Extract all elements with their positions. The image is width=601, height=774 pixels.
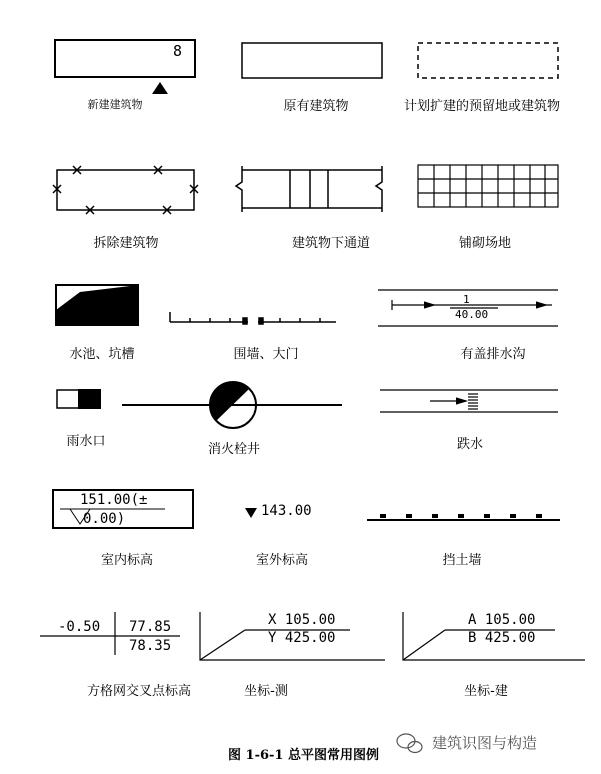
demolished-building-label: 拆除建筑物	[93, 236, 159, 251]
new-building-entrance-marker	[152, 82, 168, 94]
grid-intersection-left-value: -0.50	[58, 619, 101, 635]
demolished-building-symbol	[53, 166, 198, 214]
pool-pit-label: 水池、坑槽	[69, 347, 135, 362]
paved-area-label: 铺砌场地	[458, 236, 512, 251]
wall-gate-label: 围墙、大门	[233, 347, 299, 362]
survey-coordinate-label: 坐标-测	[244, 684, 288, 699]
drop-symbol	[380, 390, 558, 412]
fire-hydrant-well-label: 消火栓井	[207, 442, 261, 457]
retaining-wall-symbol	[367, 514, 560, 520]
existing-building-symbol	[242, 43, 382, 78]
watermark-wechat-icon	[397, 734, 422, 753]
planned-building-symbol	[418, 43, 558, 78]
indoor-elevation-value-line1: 151.00(±	[80, 492, 148, 508]
rain-inlet-symbol	[57, 390, 100, 408]
existing-building-label: 原有建筑物	[283, 99, 349, 114]
new-building-floor-count: 8	[173, 42, 183, 60]
survey-coordinate-line1: X 105.00	[268, 612, 336, 628]
covered-ditch-length: 40.00	[455, 308, 489, 321]
retaining-wall-label: 挡土墙	[442, 553, 482, 568]
pool-pit-symbol	[56, 285, 138, 325]
watermark-text: 建筑识图与构造	[432, 734, 538, 752]
building-coordinate-label: 坐标-建	[464, 684, 508, 699]
grid-intersection-top-right-value: 77.85	[129, 619, 172, 635]
indoor-elevation-label: 室内标高	[100, 553, 154, 568]
grid-intersection-label: 方格网交叉点标高	[86, 684, 192, 699]
underpass-symbol	[236, 166, 382, 212]
planned-building-label: 计划扩建的预留地或建筑物	[403, 99, 561, 114]
survey-coordinate-line2: Y 425.00	[268, 630, 336, 646]
covered-ditch-slope: 1	[463, 293, 470, 306]
covered-ditch-label: 有盖排水沟	[460, 347, 526, 362]
outdoor-elevation-label: 室外标高	[255, 553, 309, 568]
indoor-elevation-value-line2: 0.00)	[83, 511, 126, 527]
new-building-label: 新建建筑物	[87, 98, 143, 111]
drop-label: 跌水	[456, 437, 484, 452]
paved-area-symbol	[418, 165, 558, 207]
underpass-label: 建筑物下通道	[291, 236, 371, 251]
wall-gate-symbol	[170, 312, 336, 324]
rain-inlet-label: 雨水口	[66, 434, 106, 449]
fire-hydrant-well-symbol	[122, 382, 342, 428]
grid-intersection-bottom-right-value: 78.35	[129, 638, 172, 654]
figure-caption: 图 1-6-1 总平图常用图例	[228, 748, 379, 763]
building-coordinate-line2: B 425.00	[468, 630, 536, 646]
outdoor-elevation-marker	[245, 508, 257, 518]
building-coordinate-line1: A 105.00	[468, 612, 536, 628]
outdoor-elevation-value: 143.00	[261, 503, 312, 519]
